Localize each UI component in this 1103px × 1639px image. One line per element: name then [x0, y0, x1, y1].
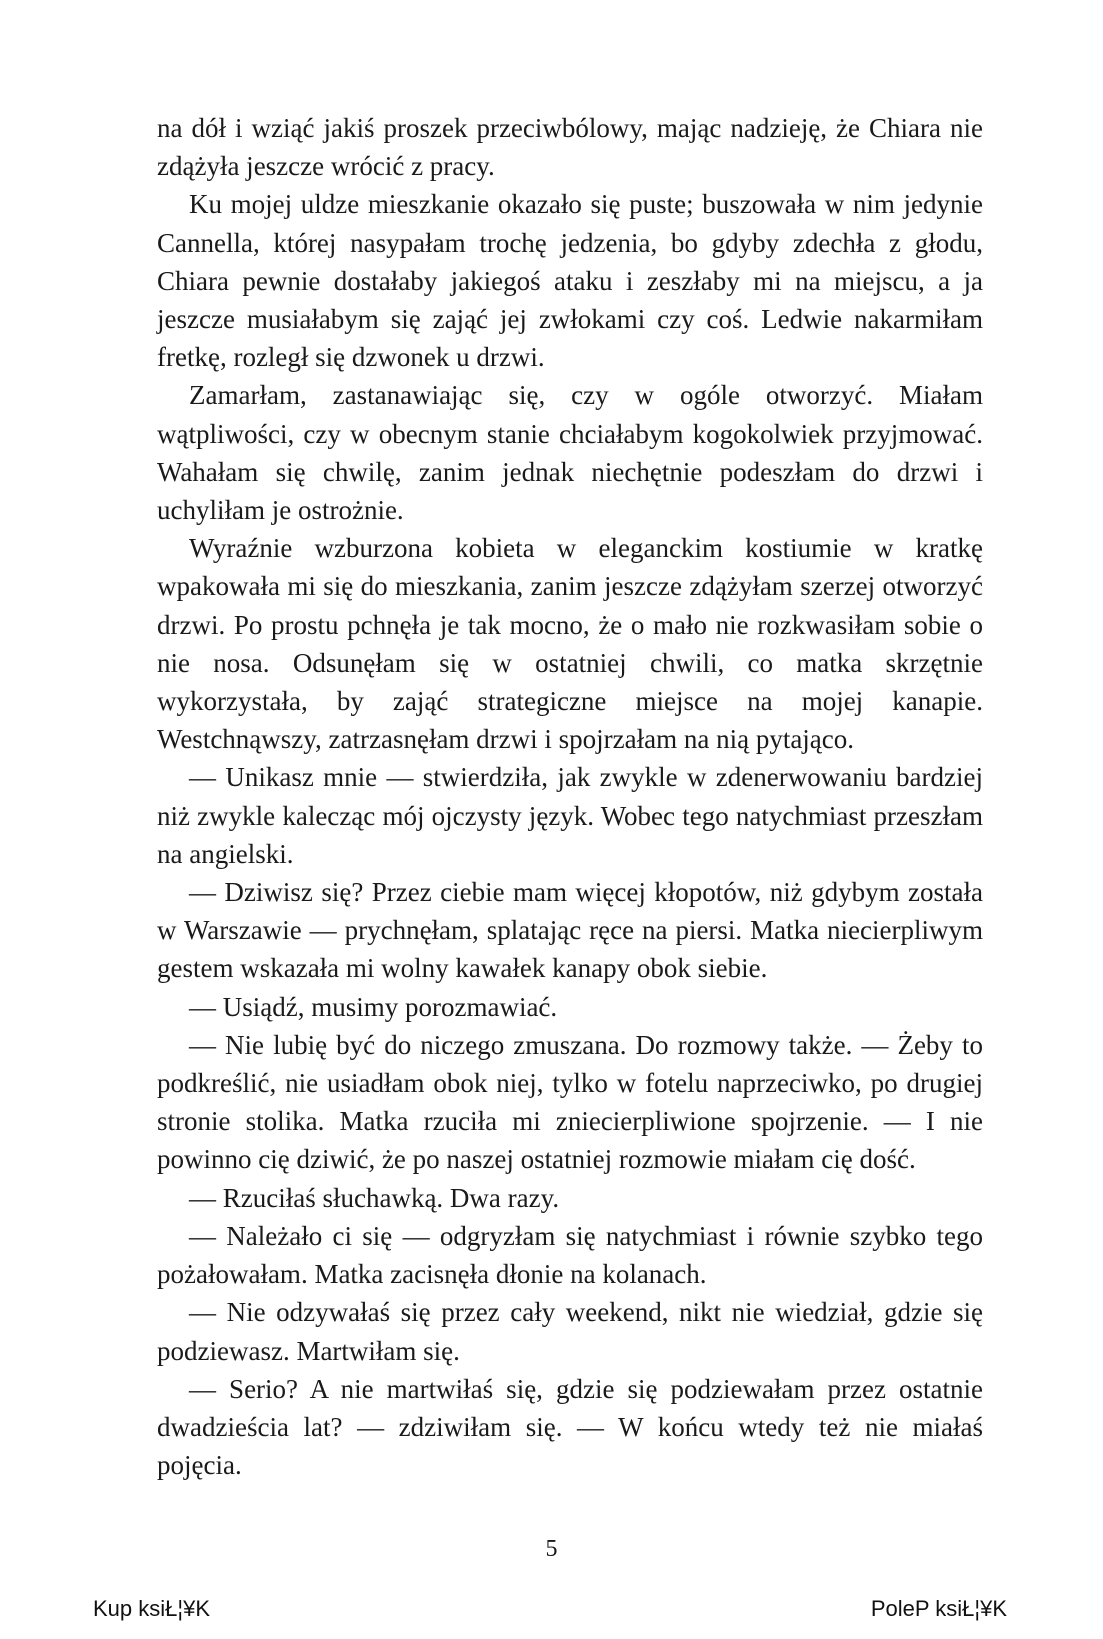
paragraph: Zamarłam, zastanawiając się, czy w ogóle otworzyć. Miałam wątpliwości, czy w obecnym stanie chciałabym kogokolwiek przyjmować. Wahałam się chwilę, zanim jednak niechętnie podeszłam do drzwi i uchyliłam je ostrożnie.	[157, 380, 983, 526]
page-number: 5	[545, 1536, 558, 1562]
paragraph: — Rzuciłaś słuchawką. Dwa razy.	[189, 1182, 560, 1213]
paragraph: na dół i wziąć jakiś proszek przeciwbólowy, mając nadzieję, że Chiara nie zdążyła jeszcze wrócić z pracy.	[157, 113, 983, 182]
paragraph: — Unikasz mnie — stwierdziła, jak zwykle w zdenerwowaniu bardziej niż zwykle kalecząc mój ojczysty język. Wobec tego natychmiast przeszłam na angielski.	[157, 762, 983, 869]
paragraph: — Usiądź, musimy porozmawiać.	[189, 991, 558, 1022]
paragraph: — Nie lubię być do niczego zmuszana. Do rozmowy także. — Żeby to podkreślić, nie usiadłam obok niej, tylko w fotelu naprzeciwko, po drugiej stronie stolika. Matka rzuciła mi zniecierpliwione spojrzenie. — I nie powinno cię dziwić, że po naszej ostatniej rozmowie miałam cię dość.	[157, 1029, 983, 1175]
paragraph: — Serio? A nie martwiłaś się, gdzie się podziewałam przez ostatnie dwadzieścia lat? — zdziwiłam się. — W końcu wtedy też nie miałaś pojęcia.	[157, 1373, 983, 1481]
paragraph: — Nie odzywałaś się przez cały weekend, nikt nie wiedział, gdzie się podziewasz. Martwiłam się.	[157, 1297, 983, 1366]
body-text	[157, 109, 983, 1484]
footer-buy-book-link[interactable]: Kup ksiŁ¦¥K	[93, 1596, 211, 1621]
paragraph: Ku mojej uldze mieszkanie okazało się puste; buszowała w nim jedynie Cannella, której nasypałam trochę jedzenia, bo gdyby zdechła z głodu, Chiara pewnie dostałaby jakiegoś ataku i zeszłaby mi na miejscu, a ja jeszcze musiałabym się zająć jej zwłokami czy coś. Ledwie nakarmiłam fretkę, rozległ się dzwonek u drzwi.	[157, 189, 983, 373]
paragraph: — Należało ci się — odgryzłam się natychmiast i równie szybko tego pożałowałam. Matka zacisnęła dłonie na kolanach.	[157, 1220, 983, 1290]
paragraph: — Dziwisz się? Przez ciebie mam więcej kłopotów, niż gdybym została w Warszawie — prychnęłam, splatając ręce na piersi. Matka niecierpliwym gestem wskazała mi wolny kawałek kanapy obok siebie.	[157, 877, 983, 984]
footer-recommend-book-link[interactable]: PoleP ksiŁ¦¥K	[870, 1596, 1007, 1621]
paragraph: Wyraźnie wzburzona kobieta w eleganckim kostiumie w kratkę wpakowała mi się do mieszkania, zanim jeszcze zdążyłam szerzej otworzyć drzwi. Po prostu pchnęła je tak mocno, że o mało nie rozkwasiłam sobie o nie nosa. Odsunęłam się w ostatniej chwili, co matka skrzętnie wykorzystała, by zająć strategiczne miejsce na mojej kanapie. Westchnąwszy, zatrzasnęłam drzwi i spojrzałam na nią pytająco.	[157, 533, 983, 755]
